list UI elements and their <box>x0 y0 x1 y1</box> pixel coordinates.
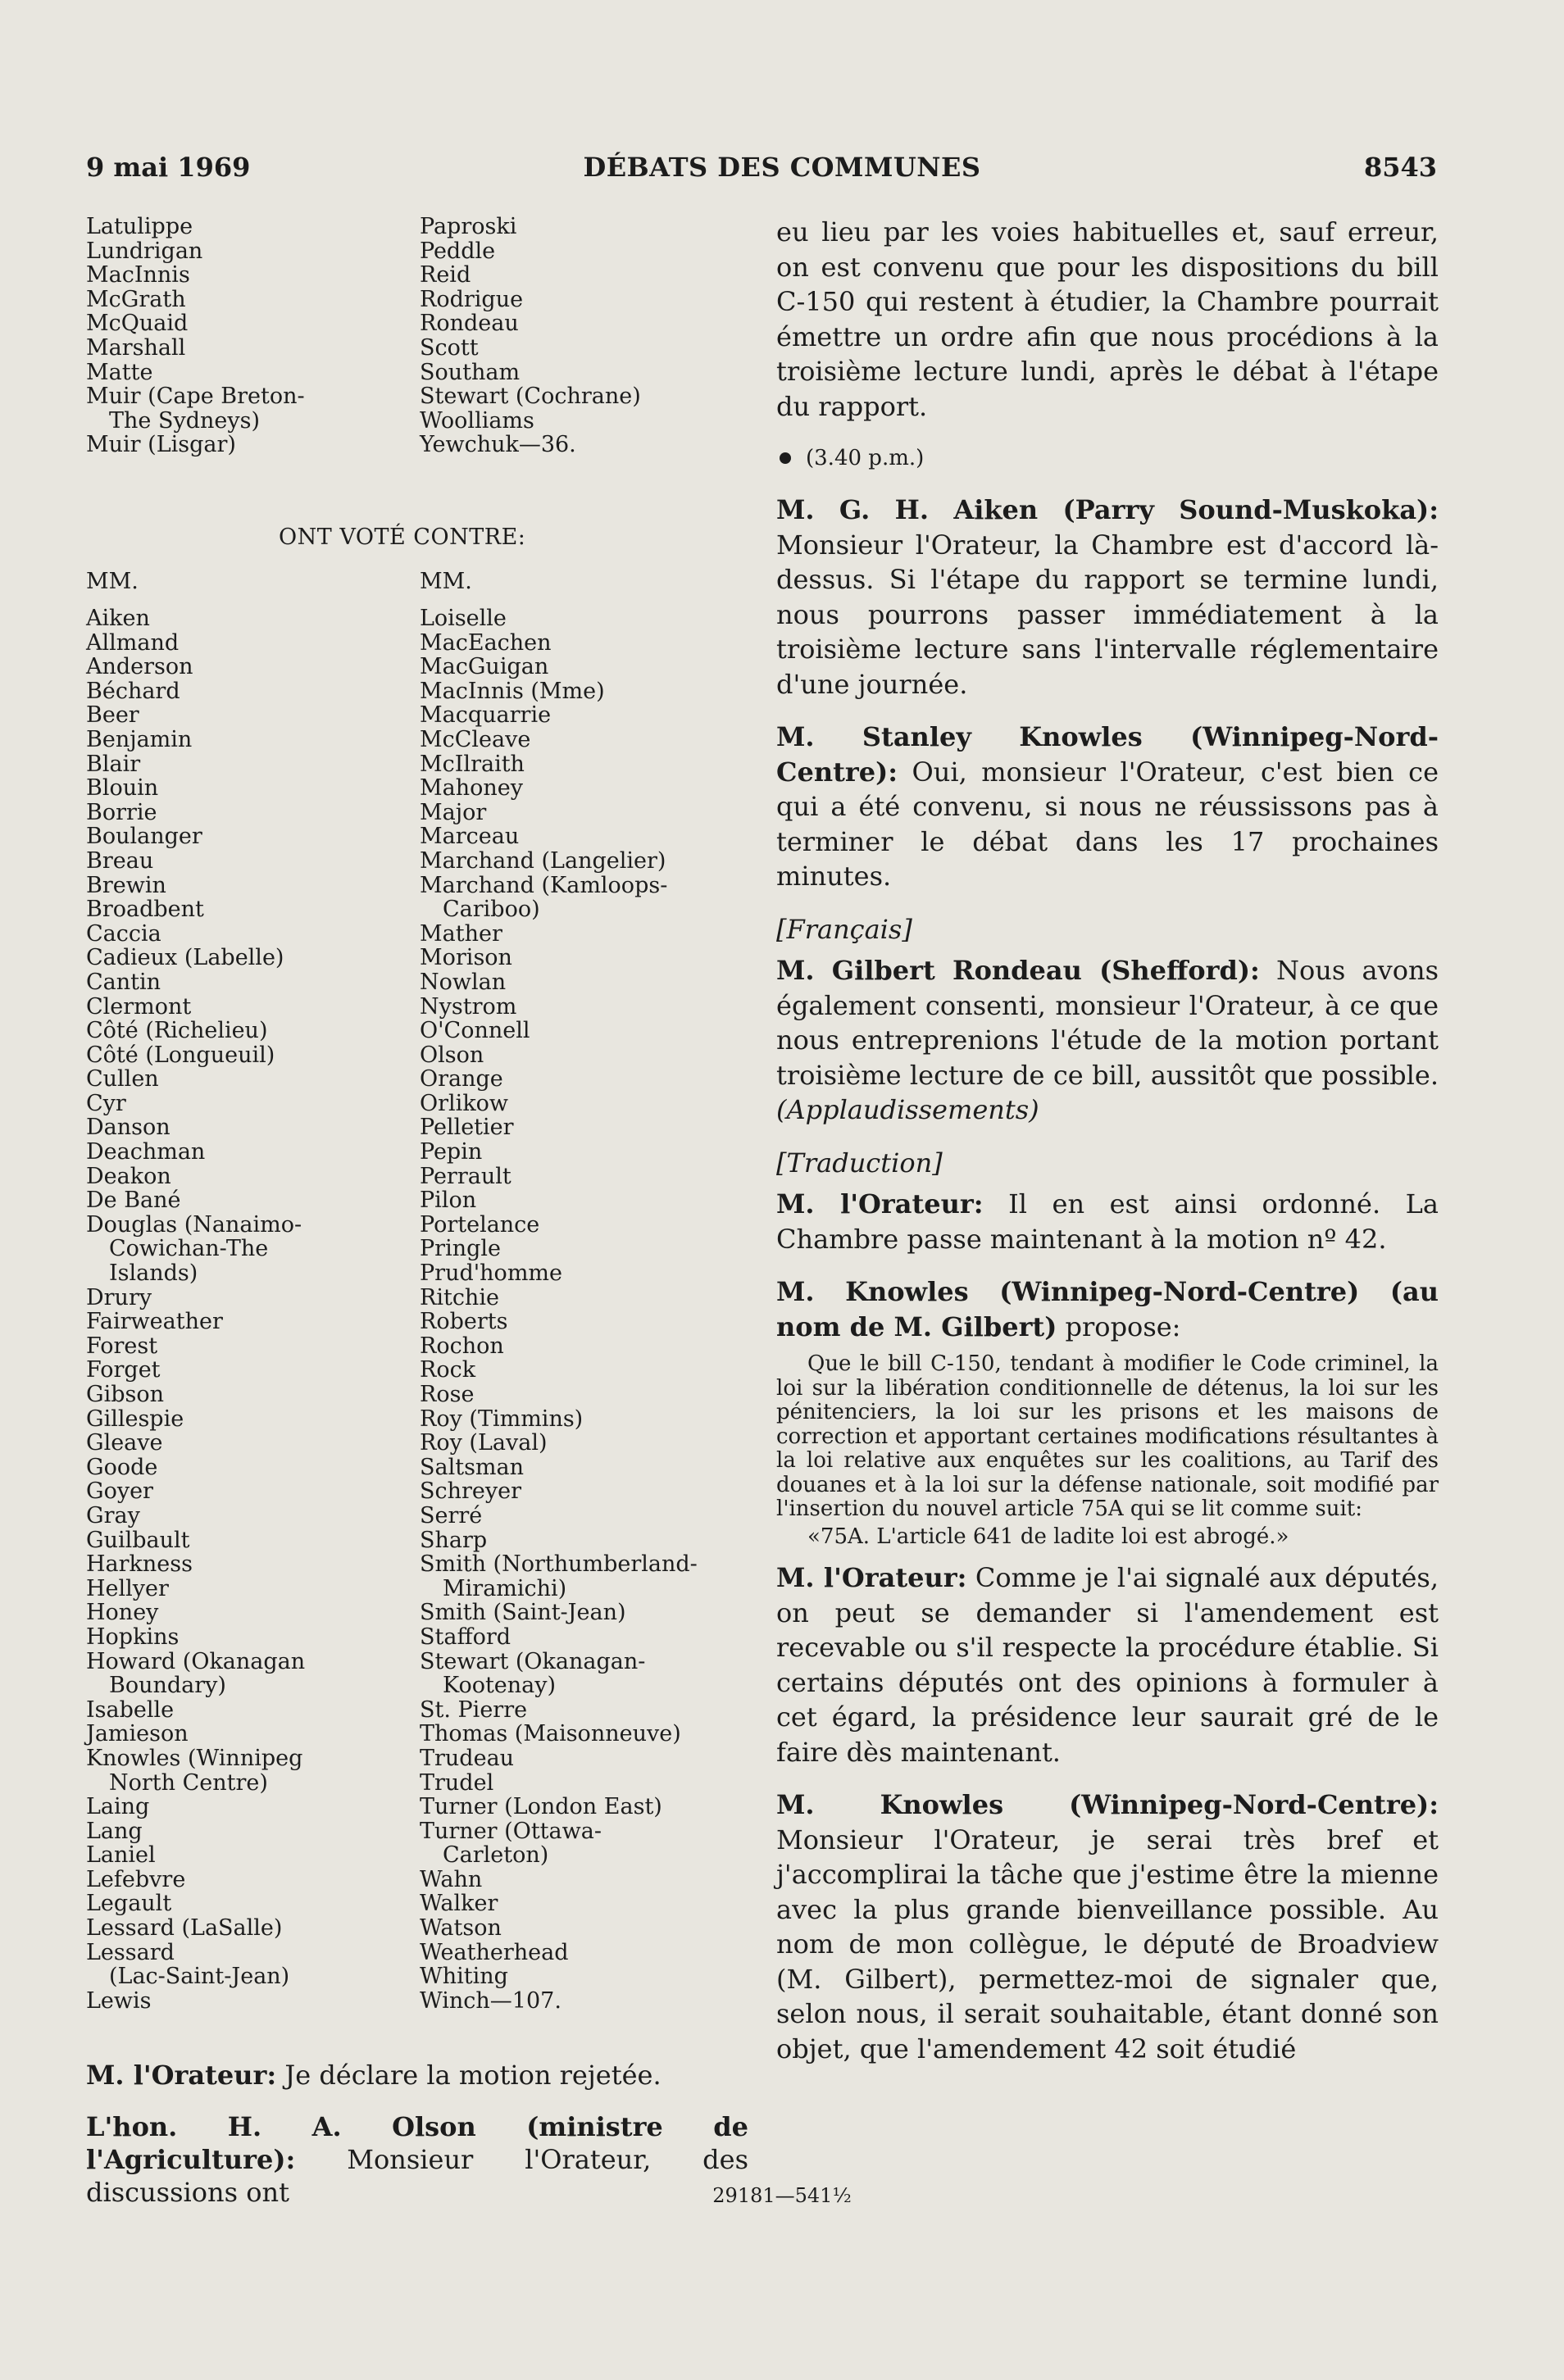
speaker-name: M. G. H. Aiken (Parry Sound-Muskoka): <box>776 494 1439 525</box>
member-name: Olson <box>420 1042 484 1068</box>
speaker-name: L'hon. H. A. Olson (ministre de l'Agriculture): <box>86 2111 748 2175</box>
member-name: Smith (Northumberland- Miramichi) <box>420 1551 698 1601</box>
member-name: Wahn <box>420 1866 483 1892</box>
member-name: Marchand (Kamloops- Cariboo) <box>420 872 668 923</box>
member-name: MacInnis <box>86 262 190 288</box>
member-name: Muir (Lisgar) <box>86 432 236 458</box>
speaker-name: M. l'Orateur: <box>776 1562 967 1593</box>
speaker-name: M. Knowles (Winnipeg-Nord-Centre) (au nom de M. Gilbert) <box>776 1276 1439 1342</box>
vote-contre-heading: ONT VOTÉ CONTRE: <box>279 525 526 550</box>
member-name: Scott <box>420 334 479 361</box>
speaker-name: M. Stanley Knowles (Winnipeg-Nord-Centre): <box>776 721 1439 788</box>
member-name: Forget <box>86 1357 161 1383</box>
bullet-icon <box>780 452 791 464</box>
vote-contre-list-right <box>420 606 698 2013</box>
speaker-name: M. l'Orateur: <box>86 2060 277 2091</box>
member-name: Prud'homme <box>420 1260 562 1287</box>
member-name: Gleave <box>86 1430 163 1456</box>
member-name: Roberts <box>420 1309 508 1335</box>
member-name: Breau <box>86 847 154 874</box>
member-name: Watson <box>420 1915 502 1942</box>
member-name: Peddle <box>420 238 496 264</box>
member-name: St. Pierre <box>420 1696 528 1723</box>
member-name: Beer <box>86 702 139 729</box>
statement-text: Il en est ainsi ordonné. La Chambre passe maintenant à la motion nº 42. <box>776 1188 1439 1255</box>
member-name: Rondeau <box>420 311 519 337</box>
member-name: Mahoney <box>420 775 524 802</box>
member-name: Loiselle <box>420 606 507 631</box>
motion-text: Que le bill C-150, tendant à modifier le Code criminel, la loi sur la libération conditionnelle de détenus, la loi sur les pénitenciers, la loi sur les prisons et les maisons de correction et apportant certaines modifications résultantes à la loi relative aux enquêtes sur les coalitions, au Tarif des douanes et à la loi sur la défense nationale, soit modifié par l'insertion du nouvel article 75A qui se lit comme suit: <box>776 1351 1439 1521</box>
statement-text: Monsieur l'Orateur, je serai très bref et j'accomplirai la tâche que j'estime être la mienne avec la plus grande bienveillance possible. Au nom de mon collègue, le député de Broadview (M. Gilbert), permettez-moi de signaler que, selon nous, il serait souhaitable, étant donné son objet, que l'amendement 42 soit étudié <box>776 1824 1439 2064</box>
member-name: Nystrom <box>420 993 517 1020</box>
statement-text: Comme je l'ai signalé aux députés, on peut se demander si l'amendement est recevable ou s'il respecte la procédure établie. Si certains députés ont des opinions à formuler à cet égard, la présidence leur saurait gré de le faire dès maintenant. <box>776 1562 1439 1768</box>
member-name: Lundrigan <box>86 238 203 264</box>
member-name: Cullen <box>86 1066 159 1092</box>
paragraph: eu lieu par les voies habituelles et, sauf erreur, on est convenu que pour les dispositions du bill C-150 qui restent à étudier, la Chambre pourrait émettre un ordre afin que nous procédions à la troisième lecture lundi, après le débat à l'étape du rapport. <box>776 216 1439 422</box>
member-name: Roy (Timmins) <box>420 1406 584 1432</box>
time-marker <box>776 442 1439 475</box>
speaker-statement <box>776 720 1439 894</box>
member-name: Gillespie <box>86 1406 184 1432</box>
member-name: Goode <box>86 1454 158 1480</box>
member-name: Lang <box>86 1818 143 1844</box>
member-name: Boulanger <box>86 824 202 850</box>
member-name: Saltsman <box>420 1454 525 1480</box>
member-name: Blair <box>86 751 141 777</box>
member-name: Honey <box>86 1600 159 1626</box>
member-name: Hellyer <box>86 1575 169 1601</box>
member-name: Borrie <box>86 799 157 825</box>
member-name: Whiting <box>420 1964 508 1990</box>
member-name: Stewart (Cochrane) <box>420 384 641 410</box>
member-name: Douglas (Nanaimo- Cowichan-The Islands) <box>86 1211 302 1287</box>
statement-text: Je déclare la motion rejetée. <box>276 2060 662 2091</box>
member-name: Stewart (Okanagan- Kootenay) <box>420 1648 646 1699</box>
member-name: Thomas (Maisonneuve) <box>420 1721 681 1747</box>
member-name: Broadbent <box>86 897 204 923</box>
member-name: Deachman <box>86 1139 206 1165</box>
member-name: Orange <box>420 1066 503 1092</box>
member-name: Turner (London East) <box>420 1794 662 1820</box>
right-column <box>776 215 1439 2066</box>
statement-text: Monsieur l'Orateur, la Chambre est d'accord là-dessus. Si l'étape du rapport se termine lundi, nous pourrons passer immédiatement à la troisième lecture sans l'intervalle réglementaire d'une journée. <box>776 529 1439 700</box>
member-name: Winch—107. <box>420 1987 561 2014</box>
member-name: Pilon <box>420 1188 477 1214</box>
member-name: Serré <box>420 1502 483 1528</box>
language-marker: [Français] <box>776 913 912 945</box>
member-name: Howard (Okanagan Boundary) <box>86 1648 306 1699</box>
speaker-name: M. Gilbert Rondeau (Shefford): <box>776 955 1260 986</box>
member-name: Paproski <box>420 214 517 239</box>
member-name: Latulippe <box>86 214 193 239</box>
statement-text: Nous avons également consenti, monsieur l'Orateur, à ce que nous entreprenions l'étude de la motion portant troisième lecture de ce bill, aussitôt que possible. <box>776 955 1439 1091</box>
member-name: Smith (Saint-Jean) <box>420 1600 626 1626</box>
speaker-statement <box>86 2059 748 2092</box>
member-name: McGrath <box>86 286 186 312</box>
page-number: 8543 <box>1363 152 1437 183</box>
member-name: Trudeau <box>420 1745 515 1771</box>
member-name: Major <box>420 799 487 825</box>
speaker-name: M. Knowles (Winnipeg-Nord-Centre): <box>776 1789 1439 1820</box>
member-name: Marchand (Langelier) <box>420 847 666 874</box>
member-name: McQuaid <box>86 311 189 337</box>
member-name: Clermont <box>86 993 192 1020</box>
member-name: Rose <box>420 1382 475 1407</box>
motion-quote <box>776 1352 1439 1549</box>
member-name: Pepin <box>420 1139 483 1165</box>
member-name: Reid <box>420 262 471 288</box>
member-name: MacEachen <box>420 629 552 656</box>
member-name: Turner (Ottawa- Carleton) <box>420 1818 602 1869</box>
mm-label-right: MM. <box>420 569 472 594</box>
member-name: Gray <box>86 1502 140 1528</box>
mm-label-left: MM. <box>86 569 139 594</box>
statement-text: propose: <box>1057 1310 1181 1342</box>
member-name: Knowles (Winnipeg North Centre) <box>86 1745 303 1796</box>
member-name: Lewis <box>86 1987 152 2014</box>
member-name: Ritchie <box>420 1284 499 1310</box>
member-name: Schreyer <box>420 1478 522 1505</box>
member-name: Legault <box>86 1891 172 1917</box>
member-name: Portelance <box>420 1211 540 1238</box>
member-name: Orlikow <box>420 1090 509 1116</box>
member-name: Walker <box>420 1891 498 1917</box>
member-name: MacGuigan <box>420 654 549 680</box>
member-name: Drury <box>86 1284 152 1310</box>
speaker-statement <box>776 1787 1439 2066</box>
member-name: MacInnis (Mme) <box>420 678 605 704</box>
member-name: Nowlan <box>420 969 507 995</box>
member-name: Guilbault <box>86 1527 190 1553</box>
member-name: Marceau <box>420 824 520 850</box>
member-name: Goyer <box>86 1478 153 1505</box>
member-name: McIlraith <box>420 751 525 777</box>
member-name: Yewchuk—36. <box>420 432 576 458</box>
member-name: Marshall <box>86 334 186 361</box>
member-name: Benjamin <box>86 726 193 752</box>
member-name: Anderson <box>86 654 193 680</box>
header-title: DÉBATS DES COMMUNES <box>583 152 981 183</box>
language-marker: [Traduction] <box>776 1147 943 1179</box>
member-name: Danson <box>86 1115 170 1141</box>
member-name: Blouin <box>86 775 159 802</box>
member-name: Laing <box>86 1794 150 1820</box>
member-name: Gibson <box>86 1382 164 1407</box>
member-name: Côté (Longueuil) <box>86 1042 275 1068</box>
member-name: Brewin <box>86 872 166 898</box>
member-name: Cadieux (Labelle) <box>86 945 284 971</box>
speaker-statement <box>776 1274 1439 1344</box>
member-name: Deakon <box>86 1163 171 1189</box>
speaker-statement <box>776 493 1439 702</box>
member-name: Jamieson <box>86 1721 189 1747</box>
statement-text: Monsieur l'Orateur, des discussions ont <box>86 2144 748 2208</box>
speaker-statement <box>776 1187 1439 1256</box>
member-name: Woolliams <box>420 407 534 434</box>
speaker-name: M. l'Orateur: <box>776 1188 984 1220</box>
member-name: Allmand <box>86 629 180 656</box>
member-name: Mather <box>420 920 502 947</box>
member-name: Rock <box>420 1357 476 1383</box>
member-name: Macquarrie <box>420 702 552 729</box>
member-name: Lefebvre <box>86 1866 186 1892</box>
motion-article: «75A. L'article 641 de ladite loi est abrogé.» <box>807 1524 1289 1549</box>
applause-note: (Applaudissements) <box>776 1094 1039 1125</box>
member-name: Morison <box>420 945 512 971</box>
member-name: Aiken <box>86 606 150 631</box>
member-name: Fairweather <box>86 1309 223 1335</box>
member-name: Muir (Cape Breton- The Sydneys) <box>86 384 305 434</box>
member-name: Lessard (Lac-Saint-Jean) <box>86 1939 290 1990</box>
vote-pour-list-right <box>420 215 641 457</box>
member-name: Roy (Laval) <box>420 1430 548 1456</box>
member-name: McCleave <box>420 726 531 752</box>
member-name: Matte <box>86 359 153 385</box>
member-name: Caccia <box>86 920 161 947</box>
member-name: Forest <box>86 1333 158 1359</box>
member-name: Weatherhead <box>420 1939 569 1965</box>
member-name: Cantin <box>86 969 161 995</box>
member-name: Harkness <box>86 1551 193 1578</box>
member-name: Pringle <box>420 1236 501 1262</box>
vote-pour-list-left <box>86 215 305 457</box>
print-code: 29181—541½ <box>712 2184 852 2207</box>
member-name: Hopkins <box>86 1624 180 1650</box>
speaker-statement <box>776 953 1439 1128</box>
time-text: (3.40 p.m.) <box>806 446 925 470</box>
member-name: Rochon <box>420 1333 504 1359</box>
member-name: Trudel <box>420 1769 494 1796</box>
member-name: Laniel <box>86 1842 156 1869</box>
member-name: Lessard (LaSalle) <box>86 1915 283 1942</box>
member-name: Isabelle <box>86 1696 175 1723</box>
member-name: Pelletier <box>420 1115 514 1141</box>
speaker-statement <box>776 1560 1439 1769</box>
member-name: O'Connell <box>420 1018 530 1044</box>
statement-text: Oui, monsieur l'Orateur, c'est bien ce qui a été convenu, si nous ne réussissons pas à terminer le débat dans les 17 prochaines minutes. <box>776 756 1439 892</box>
vote-contre-list-left <box>86 606 305 2013</box>
member-name: Côté (Richelieu) <box>86 1018 268 1044</box>
member-name: Perrault <box>420 1163 511 1189</box>
member-name: Stafford <box>420 1624 511 1650</box>
member-name: Béchard <box>86 678 180 704</box>
header-date: 9 mai 1969 <box>86 152 251 183</box>
member-name: Rodrigue <box>420 286 524 312</box>
member-name: Southam <box>420 359 521 385</box>
member-name: Sharp <box>420 1527 488 1553</box>
member-name: De Bané <box>86 1188 181 1214</box>
member-name: Cyr <box>86 1090 126 1116</box>
